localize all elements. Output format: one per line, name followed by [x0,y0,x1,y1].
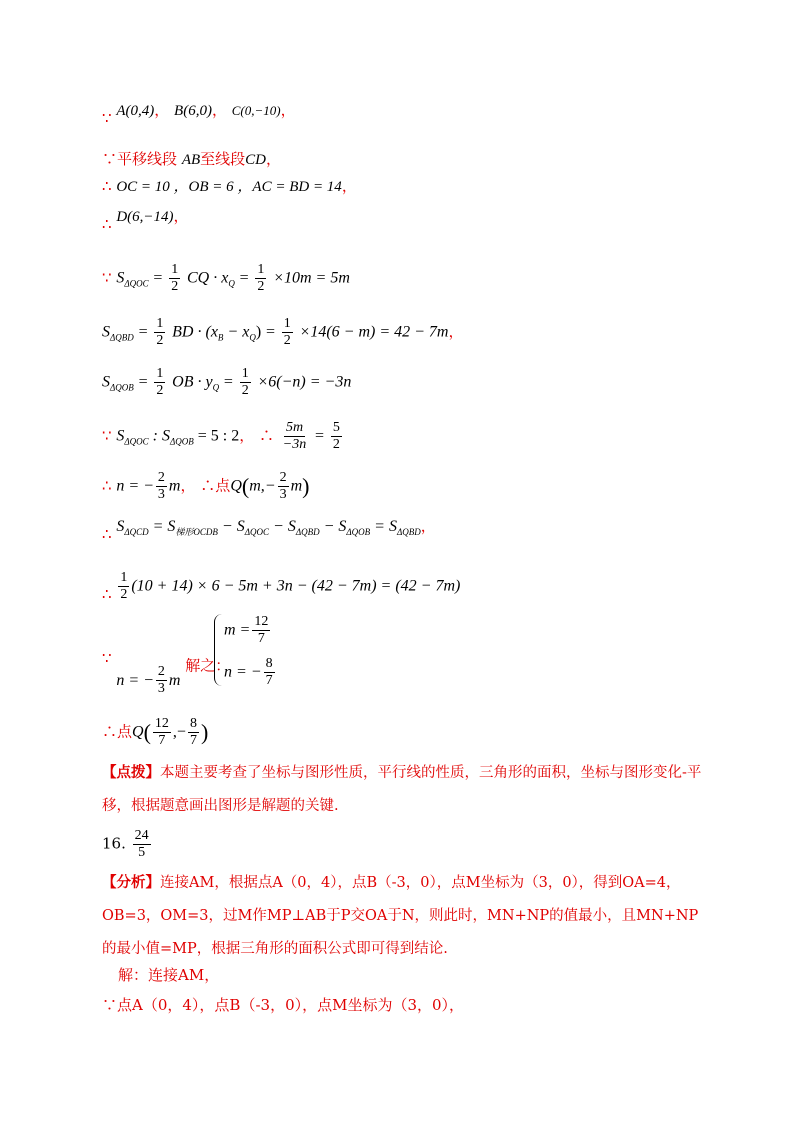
area-symbol: S [116,427,125,445]
denominator: 2 [283,333,291,348]
question-number: 16. [102,834,126,853]
solve-label: 解之： [185,656,231,675]
fraction [156,664,167,697]
subscript: ΔQOC [244,527,270,537]
fraction [282,316,293,349]
subscript: 梯形OCDB [175,527,218,537]
therefore-symbol: ∴ [102,722,118,741]
area-symbol: S [102,323,110,341]
dianbo-text: 本题主要考查了坐标与图形性质，平行线的性质，三角形的面积，坐标与图形变化-平移，根据题意画出图形是解题的关键. [102,765,702,814]
because-symbol: ∵ [102,109,112,127]
expression: − S [269,518,296,535]
equals: = [239,269,249,287]
therefore-symbol: ∴ [102,476,112,495]
denominator: 2 [156,333,164,348]
equals: = [138,373,148,391]
numerator: 1 [241,366,249,381]
line-6 [102,316,464,349]
numerator: 1 [156,316,164,331]
numerator: 1 [171,262,179,277]
therefore-symbol: ∴ [259,426,275,445]
point-c: C(0,−10) [231,103,281,118]
expression: : S [148,427,170,445]
line-8: ∵ $S_{\Delta QOC}$ : $S_{\Delta QOB} = 5$ : 2， ∴ $\frac{5m}{-3n}$ = $\frac{5}{2}$ [102,420,340,452]
subscript: ΔQBD [396,527,421,537]
subscript: ΔQBD [295,527,320,537]
expression: = S [148,518,176,535]
equals: = [153,269,163,287]
denominator: 7 [189,733,197,748]
denominator: 3 [157,487,165,502]
numerator: 12 [254,614,269,629]
denominator: 2 [120,587,128,602]
expression: − S [217,518,245,535]
subscript: Q [212,382,220,393]
comma: ， [280,101,296,119]
fraction [240,366,251,399]
fenxi-text: 连接AM，根据点A（0，4），点B（-3，0），点M坐标为（3，0），得到OA=4，OB=3，OM=3，过M作MP⊥AB于P交OA于N，则此时，MN+NP的值最小，且MN+NP的最小值=MP，根据三角形的面积公式即可得到结论. [102,875,699,957]
numerator: 24 [134,828,149,843]
point-q: Q [132,723,144,741]
expression: OB · y [172,373,213,391]
fraction [154,316,165,349]
segment-ab: AB [181,152,201,168]
because-symbol: ∵ [102,150,118,168]
fraction [255,262,266,295]
expression: CQ · x [187,269,229,287]
fraction [154,366,165,399]
expression: BD · (x [172,323,218,341]
fraction [264,656,275,689]
numerator: 1 [120,570,128,585]
expression: ×14(6 − m) = 42 − 7m [299,323,449,341]
numerator: 1 [156,366,164,381]
comma: ， [180,476,196,495]
comma: ， [448,322,464,341]
line-7 [102,366,351,399]
denominator: 2 [171,279,179,294]
fraction [331,420,342,453]
comma: ， [211,101,227,119]
equals: = [138,323,148,341]
therefore-symbol: ∴ [102,584,112,603]
fenxi-tag: 【分析】 [102,874,160,891]
numerator: 12 [154,716,169,731]
separator: ,− [172,723,186,741]
line-1 [102,100,296,127]
variable: m [168,671,181,689]
lengths: OC = 10 ，OB = 6 ，AC = BD = 14 [116,179,342,195]
expression: − x [223,323,250,341]
numerator: 2 [157,664,165,679]
solution-text: 点A（0，4），点B（-3，0），点M坐标为（3，0）， [117,996,465,1014]
line-9: ∴ n = − $\frac{2}{3}$ m， ∴点Q(m,− $\frac{2}{3}$ m) [102,470,310,502]
because-symbol: ∵ [102,996,118,1014]
numerator: 8 [189,716,197,731]
fraction [153,716,171,749]
answer-fraction [133,828,151,861]
line-5 [102,262,350,295]
because-symbol: ∵ [102,268,112,287]
expression: ×6(−n) = −3n [257,373,352,391]
fraction [281,420,308,453]
text: 平移线段 [117,150,178,168]
denominator: 7 [265,673,273,688]
dianbo-paragraph [102,756,712,823]
expression: ×10m = 5m [273,269,350,287]
expression: − S [319,518,347,535]
question-16 [102,828,153,861]
because-symbol: ∵ [102,648,112,667]
point-a: A(0,4) [116,103,155,119]
line-4 [102,206,189,233]
denominator: 2 [241,383,249,398]
subscript: B [217,332,224,343]
therefore-symbol: ∴ [200,476,216,495]
denominator: 2 [257,279,265,294]
area-symbol: S [116,518,125,535]
equals: = [265,323,275,341]
denominator: 2 [332,437,340,452]
expression: m,− [249,477,276,495]
expression: m = [224,621,251,639]
because-symbol: ∵ [102,426,112,445]
expression: n = − [224,663,262,681]
subscript: ΔQOB [169,436,194,447]
variable: m [168,477,181,495]
denominator: 5 [138,845,146,860]
subscript: Q [249,332,256,343]
numerator: 5 [332,420,340,435]
variable: m [290,477,303,495]
dianbo-tag: 【点拨】 [102,764,160,781]
solution-line-1 [118,965,219,985]
expression: = S [370,518,397,535]
denominator: 7 [158,733,166,748]
subscript: ΔQOC [124,436,149,447]
subscript: ΔQCD [124,527,149,537]
point-d: D(6,−14) [116,209,174,225]
denominator: 3 [279,487,287,502]
therefore-symbol: ∴ [102,177,112,195]
line-11 [102,570,460,603]
line-12 [102,648,231,696]
comma: ， [341,177,357,195]
therefore-symbol: ∴ [102,525,112,543]
area-symbol: S [116,269,125,287]
numerator: 5m [285,420,304,435]
comma: ， [239,426,255,445]
text: 点 [215,476,231,495]
comma: ， [173,207,189,225]
fraction [188,716,199,749]
subscript: ΔQBD [110,332,134,343]
paren: ) [255,323,262,341]
subscript: ΔQOB [110,382,134,393]
line-10 [102,516,436,542]
fraction [118,570,129,603]
comma: ， [266,150,282,168]
fraction [169,262,180,295]
subscript: Q [228,278,235,289]
text: 点 [117,722,133,741]
line-2 [102,149,281,170]
comma: ， [154,101,170,119]
text: 至线段 [200,150,246,168]
segment-cd: CD [245,152,266,168]
subscript: ΔQOC [124,278,149,289]
expression: (10 + 14) × 6 − 5m + 3n − (42 − 7m) = (42 − 7m) [131,577,461,595]
denominator: 2 [156,383,164,398]
solution-text: 解：连接AM， [118,966,220,984]
solution-line-2 [102,995,464,1015]
expression: n = − [116,671,154,689]
line-3 [102,176,357,197]
fraction [278,470,289,503]
fraction [252,614,270,647]
system-row-1 [224,614,272,647]
numerator: 8 [265,656,273,671]
subscript: ΔQOB [346,527,371,537]
ratio: = 5 : 2 [193,427,240,445]
fenxi-paragraph [102,866,712,966]
numerator: 2 [279,470,287,485]
comma: ， [420,517,436,535]
equals: = [223,373,233,391]
numerator: 2 [157,470,165,485]
line-13: ∴点Q( $\frac{12}{7}$ ,− $\frac{8}{7}$ ) [102,716,209,748]
numerator: 1 [283,316,291,331]
point-b: B(6,0) [174,103,212,119]
denominator: 3 [157,681,165,696]
expression: n = − [116,477,154,495]
system-row-2 [224,656,277,689]
numerator: 1 [257,262,265,277]
area-symbol: S [102,373,110,391]
fraction [156,470,167,503]
point-q: Q [230,477,242,495]
denominator: −3n [282,437,307,452]
therefore-symbol: ∴ [102,215,112,233]
denominator: 7 [257,631,265,646]
